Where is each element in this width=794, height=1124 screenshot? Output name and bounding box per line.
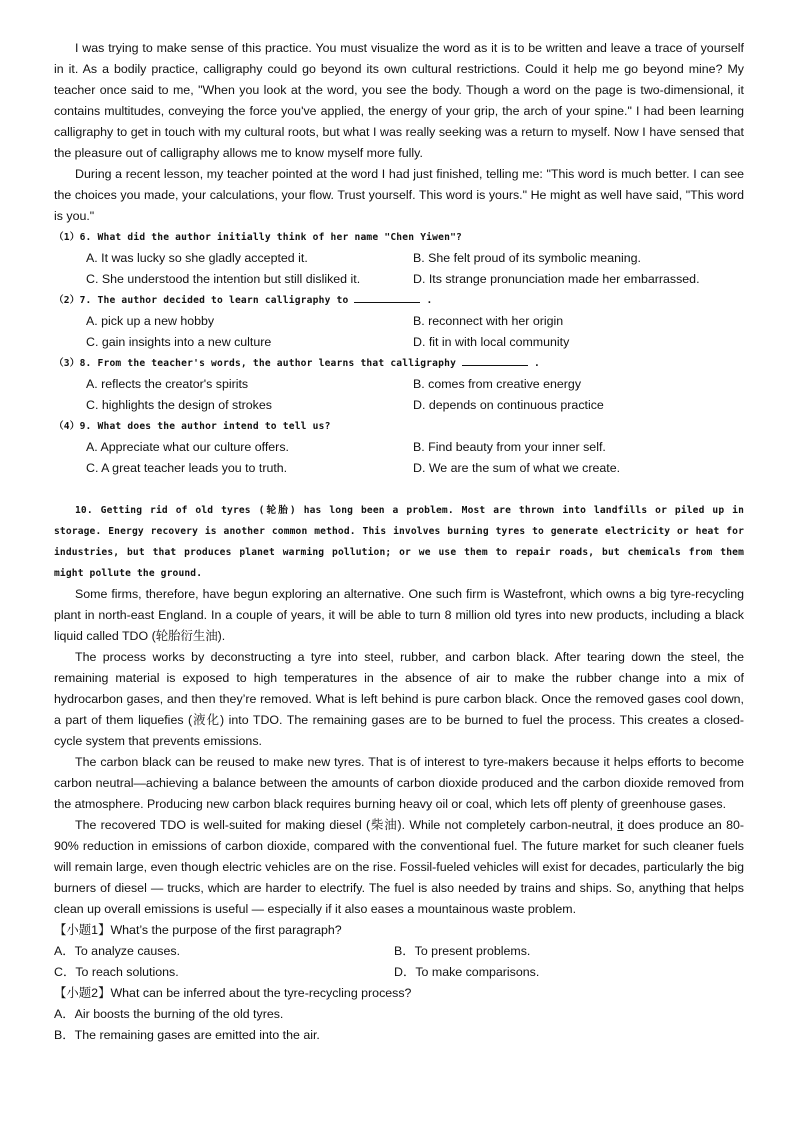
option-a: A. Appreciate what our culture offers. <box>86 440 289 454</box>
passage-paragraph: The carbon black can be reused to make new tyres. That is of interest to tyre-makers because it helps efforts to become carbon neutral—achieving a balance between the amounts of carbon dioxide produced and the carbon dioxide removed from the atmosphere. Producing new carbon black requires burning heavy oil or coal, which lets off plenty of greenhouse gases. <box>54 755 744 811</box>
sub-question-1-options <box>54 941 744 983</box>
option-d: D. fit in with local community <box>413 335 570 349</box>
question-6-options <box>54 248 744 290</box>
question-8-stem: （3）8. From the teacher's words, the author learns that calligraphy . <box>54 353 744 374</box>
option-a: A. It was lucky so she gladly accepted it. <box>86 251 308 265</box>
underlined-word: it <box>617 818 624 832</box>
question-9-stem: （4）9. What does the author intend to tell us? <box>54 421 331 432</box>
option-b: B．To present problems. <box>394 944 531 958</box>
sub-question-1-stem: 【小题1】What’s the purpose of the first paragraph? <box>54 923 342 937</box>
passage-paragraph-last: The recovered TDO is well-suited for making diesel (柴油). While not completely carbon-neutral, it does produce an 80-90% reduction in emissions of carbon dioxide, compared with the conventional fuel. The future market for such cleaner fuels will remain large, even though electric vehicles are on the rise. Fossil-fueled vehicles will exist for decades, particularly the big burners of diesel — trucks, which are harder to electrify. The fuel is also needed by trains and ships. So, anything that helps clean up overall emissions is useful — especially if it also eases a mountainous waste problem. <box>54 818 744 916</box>
question-10-intro: 10. Getting rid of old tyres (轮胎) has long been a problem. Most are thrown into landfills or piled up in storage. Energy recovery is another common method. This involves burning tyres to generate electricity or heat for industries, but that produces planet warming pollution; or we use them to repair roads, but chemicals from them might pollute the ground. <box>54 505 744 579</box>
option-b: B. comes from creative energy <box>413 377 582 391</box>
option-c: C. gain insights into a new culture <box>86 335 272 349</box>
question-6-stem: （1）6. What did the author initially think of her name "Chen Yiwen"? <box>54 232 463 243</box>
question-8-options <box>54 374 744 416</box>
option-c: C. She understood the intention but still disliked it. <box>86 272 361 286</box>
answer-blank <box>354 292 420 303</box>
option-a: A．Air boosts the burning of the old tyres. <box>54 1007 284 1021</box>
sub-question-2-stem: 【小题2】What can be inferred about the tyre-recycling process? <box>54 986 412 1000</box>
option-a: A. pick up a new hobby <box>86 314 215 328</box>
option-d: D. Its strange pronunciation made her embarrassed. <box>413 272 700 286</box>
option-a: A．To analyze causes. <box>54 944 181 958</box>
option-b: B. Find beauty from your inner self. <box>413 440 606 454</box>
option-b: B. reconnect with her origin <box>413 314 564 328</box>
option-b: B．The remaining gases are emitted into the air. <box>54 1028 320 1042</box>
option-a: A. reflects the creator's spirits <box>86 377 249 391</box>
option-c: C．To reach solutions. <box>54 965 179 979</box>
passage-paragraph: The process works by deconstructing a tyre into steel, rubber, and carbon black. After tearing down the steel, the remaining material is exposed to high temperatures in the absence of air to make the rubber change into a mix of hydrocarbon gases, and then they’re removed. What is left behind is pure carbon black. Once the removed gases cool down, a part of them liquefies (液化) into TDO. The remaining gases are to be burned to fuel the process. This creates a closed-cycle system that prevents emissions. <box>54 650 744 748</box>
question-7-options <box>54 311 744 353</box>
passage-paragraph: I was trying to make sense of this practice. You must visualize the word as it is to be written and leave a trace of yourself in it. As a bodily practice, calligraphy could go beyond its own cultural restrictions. Could it help me go beyond mine? My teacher once said to me, "When you look at the word, you see the body. Though a word on the page is two-dimensional, it contains multitudes, conveying the force you've applied, the energy of your grip, the arch of your spine." I had been learning calligraphy to get in touch with my cultural roots, but what I was really seeking was a return to myself. Now I have sensed that the pleasure out of calligraphy allows me to know myself more fully. <box>54 41 744 160</box>
option-c: C. A great teacher leads you to truth. <box>86 461 288 475</box>
option-c: C. highlights the design of strokes <box>86 398 272 412</box>
spacer <box>54 479 744 500</box>
question-9-options <box>54 437 744 479</box>
document-page <box>54 38 744 1046</box>
option-b: B. She felt proud of its symbolic meaning. <box>413 251 641 265</box>
question-7-stem: （2）7. The author decided to learn calligraphy to . <box>54 290 744 311</box>
option-d: D．To make comparisons. <box>394 965 540 979</box>
option-d: D. We are the sum of what we create. <box>413 461 621 475</box>
passage-paragraph: During a recent lesson, my teacher pointed at the word I had just finished, telling me: "This word is much better. I can see the choices you made, your calculations, your flow. Trust yourself. This word is yours." He might as well have said, "This word is you." <box>54 167 744 223</box>
option-d: D. depends on continuous practice <box>413 398 604 412</box>
answer-blank <box>462 355 528 366</box>
passage-paragraph: Some firms, therefore, have begun exploring an alternative. One such firm is Wastefront, which owns a big tyre-recycling plant in north-east England. In a couple of years, it will be able to turn 8 million old tyres into new products, including a black liquid called TDO (轮胎衍生油). <box>54 587 744 643</box>
